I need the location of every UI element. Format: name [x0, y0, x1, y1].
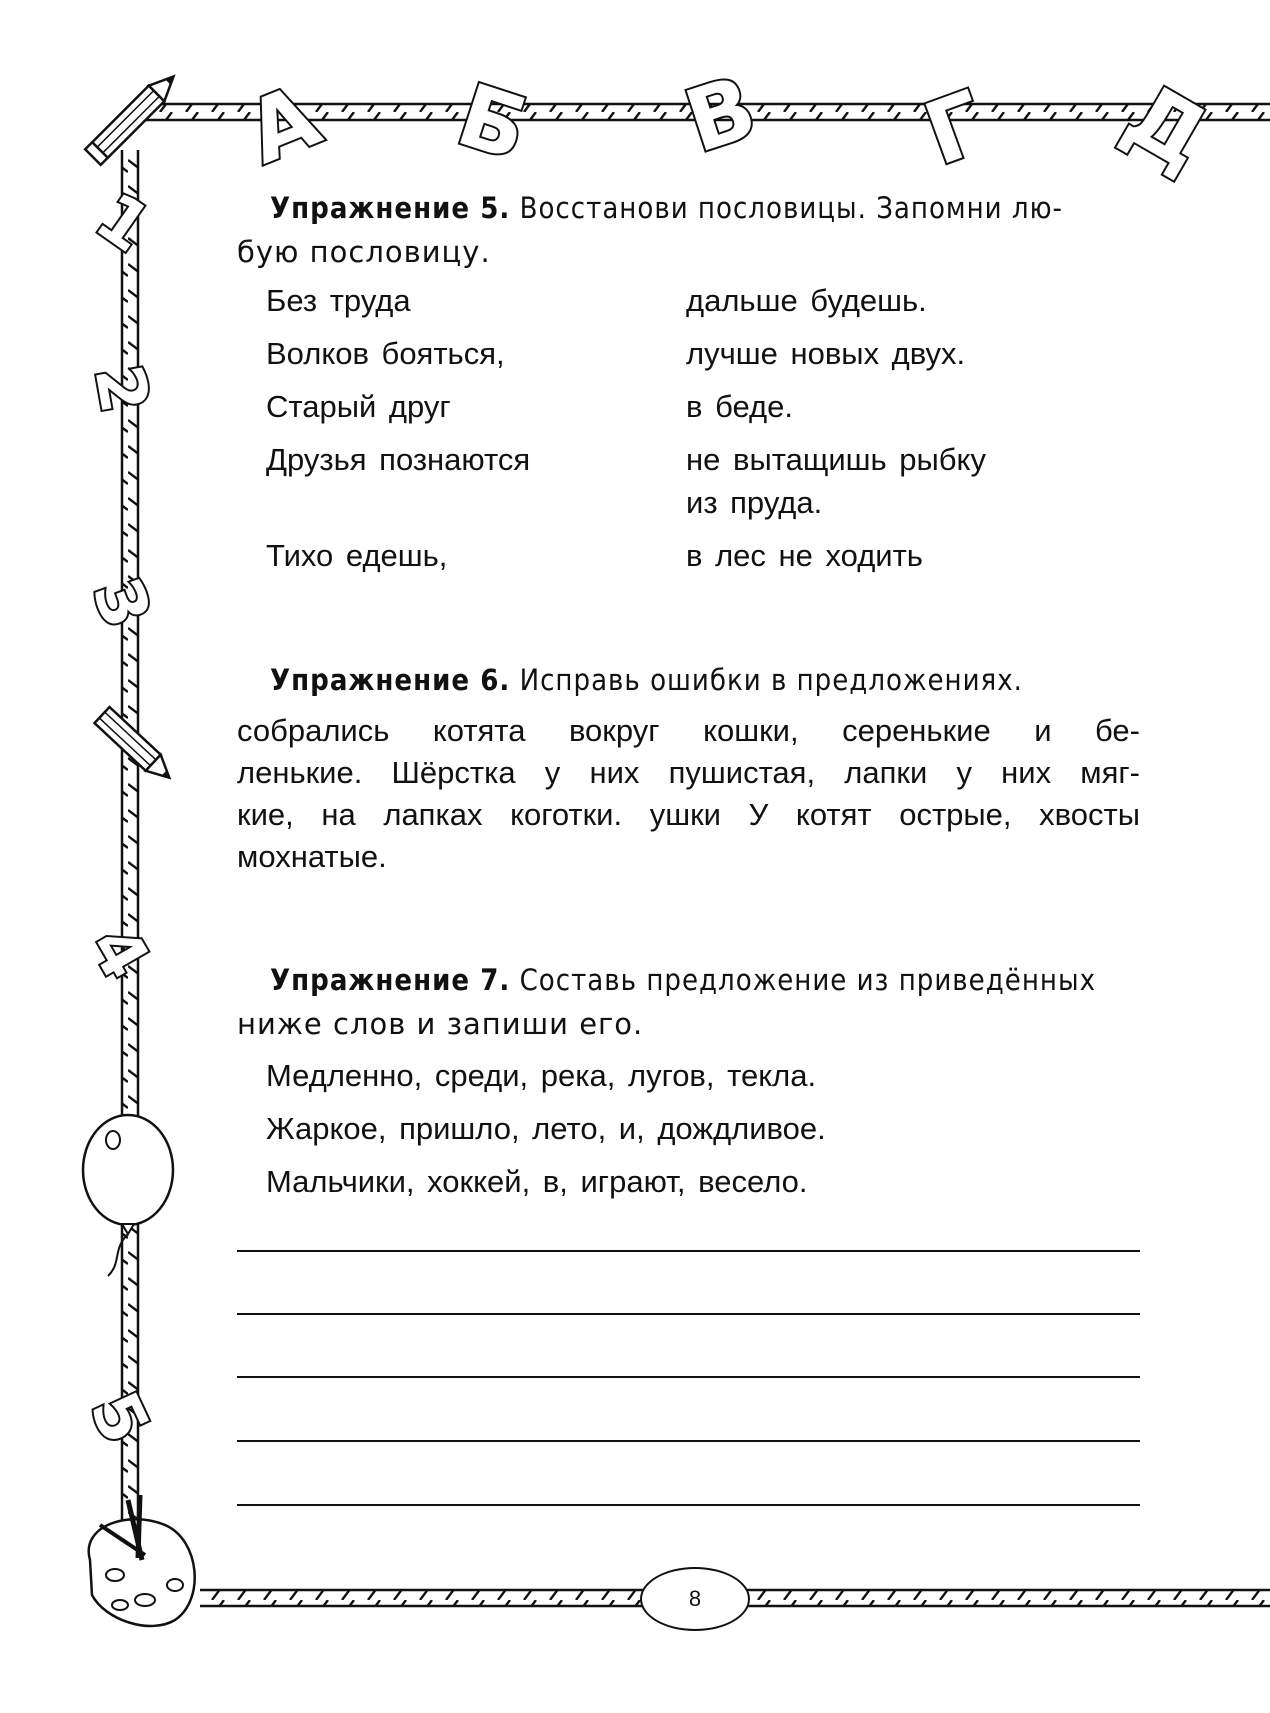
exercise6-text	[237, 710, 1140, 878]
exercise5-heading	[270, 186, 1138, 230]
page-number: 8	[640, 1567, 750, 1631]
ex5-left-item: Без труда	[266, 283, 411, 318]
exercise7-instruction-line1: Составь предложение из приведённых	[519, 963, 1096, 997]
side-digit-2: 2	[79, 359, 164, 419]
exercise6-line: мохнатые.	[237, 839, 387, 874]
answer-line[interactable]	[237, 1376, 1140, 1378]
exercise6-line: кие, на лапках коготки. ушки У котят острые, хвосты	[237, 797, 1140, 832]
header-letter-v: В	[674, 57, 768, 173]
ex7-word-set: Медленно, среди, река, лугов, текла.	[266, 1058, 817, 1093]
ex5-right-item: в беде.	[686, 389, 793, 424]
ex7-word-set: Жаркое, пришло, лето, и, дождливое.	[266, 1111, 826, 1146]
exercise5-instruction-line2: бую пословицу.	[237, 235, 491, 269]
exercise6-line: ленькие. Шёрстка у них пушистая, лапки у них мяг-	[237, 755, 1140, 790]
side-digit-1: 1	[82, 177, 165, 268]
answer-line[interactable]	[237, 1250, 1140, 1252]
exercise6-line: собрались котята вокруг кошки, серенькие и бе-	[237, 713, 1140, 748]
answer-line[interactable]	[237, 1313, 1140, 1315]
exercise7-title: Упражнение 7.	[270, 963, 511, 997]
exercise7-instruction-line2: ниже слов и запиши его.	[237, 1007, 644, 1041]
ex5-right-item: лучше новых двух.	[686, 336, 966, 371]
ex5-right-item: в лес не ходить	[686, 538, 923, 573]
exercise6-instruction: Исправь ошибки в предложениях.	[519, 663, 1023, 697]
ex5-left-item: Волков бояться,	[266, 336, 505, 371]
header-letter-a: А	[233, 66, 333, 184]
header-letter-d: Д	[1108, 64, 1225, 190]
exercise7-heading	[270, 958, 1138, 1002]
ex5-right-item: дальше будешь.	[686, 283, 927, 318]
ex5-right-item-wrap: из пруда.	[686, 485, 823, 520]
exercise5-title: Упражнение 5.	[270, 191, 511, 225]
ex5-left-item: Старый друг	[266, 389, 451, 424]
ex5-left-item: Друзья познаются	[266, 442, 531, 477]
header-letter-g: Г	[912, 72, 999, 186]
palette-icon	[89, 1495, 195, 1626]
exercise5-instruction-line1: Восстанови пословицы. Запомни лю-	[519, 191, 1063, 225]
ex5-right-item: не вытащишь рыбку	[686, 442, 986, 477]
exercise6-heading	[270, 658, 1138, 702]
answer-line[interactable]	[237, 1504, 1140, 1506]
side-digit-5: 5	[74, 1380, 165, 1455]
side-digit-4: 4	[74, 913, 165, 992]
side-digit-3: 3	[77, 568, 166, 638]
answer-line[interactable]	[237, 1440, 1140, 1442]
exercise6-title: Упражнение 6.	[270, 663, 511, 697]
ex5-left-item: Тихо едешь,	[266, 538, 448, 573]
ex7-word-set: Мальчики, хоккей, в, играют, весело.	[266, 1164, 808, 1199]
header-letter-b: Б	[446, 65, 540, 181]
